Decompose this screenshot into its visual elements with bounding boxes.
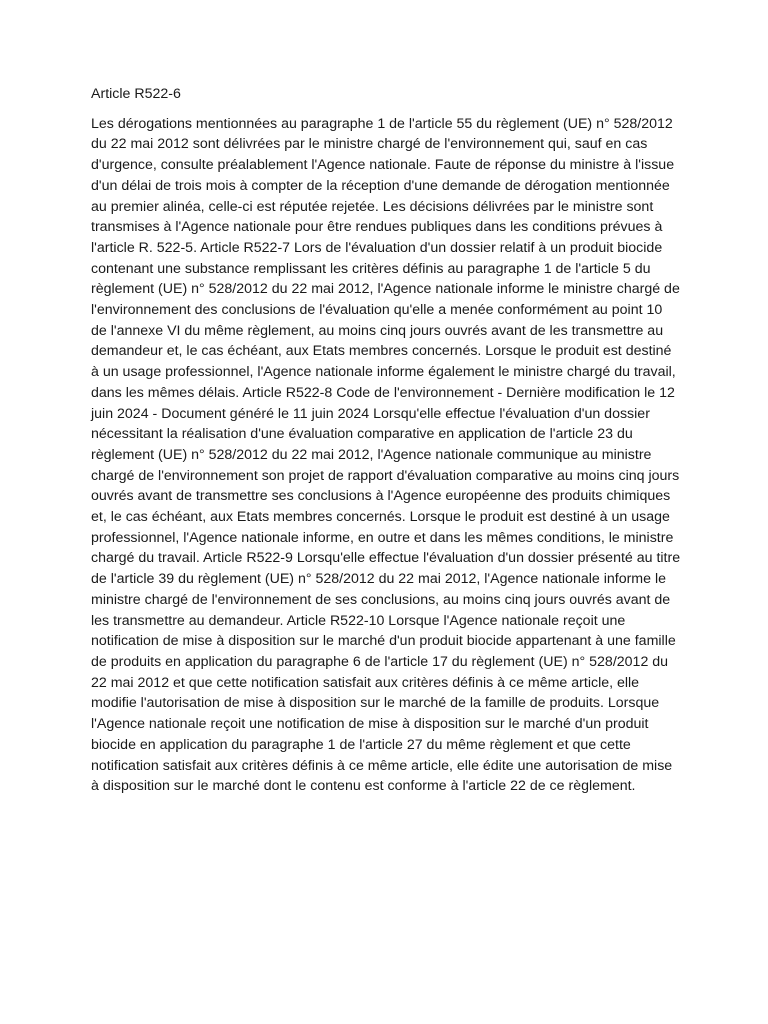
article-body: Les dérogations mentionnées au paragraphe 1 de l'article 55 du règlement (UE) n° 528/2012 du 22 mai 2012 sont délivrées par le ministre chargé de l'environnement qui, sauf en cas d'urgence, consulte préalablement l'Agence nationale. Faute de réponse du ministre à l'issue d'un délai de trois mois à compter de la réception d'une demande de dérogation mentionnée au premier alinéa, celle-ci est réputée rejetée. Les décisions délivrées par le ministre sont transmises à l'Agence nationale pour être rendues publiques dans les conditions prévues à l'article R. 522-5. Article R522-7 Lors de l'évaluation d'un dossier relatif à un produit biocide contenant une substance remplissant les critères définis au paragraphe 1 de l'article 5 du règlement (UE) n° 528/2012 du 22 mai 2012, l'Agence nationale informe le ministre chargé de l'environnement des conclusions de l'évaluation qu'elle a menée conformément au point 10 de l'annexe VI du même règlement, au moins cinq jours ouvrés avant de les transmettre au demandeur et, le cas échéant, aux Etats membres concernés. Lorsque le produit est destiné à un usage professionnel, l'Agence nationale informe également le ministre chargé du travail, dans les mêmes délais. Article R522-8 Code de l'environnement - Dernière modification le 12 juin 2024 - Document généré le 11 juin 2024 Lorsqu'elle effectue l'évaluation d'un dossier nécessitant la réalisation d'une évaluation comparative en application de l'article 23 du règlement (UE) n° 528/2012 du 22 mai 2012, l'Agence nationale communique au ministre chargé de l'environnement son projet de rapport d'évaluation comparative au moins cinq jours ouvrés avant de transmettre ses conclusions à l'Agence européenne des produits chimiques et, le cas échéant, aux Etats membres concernés. Lorsque le produit est destiné à un usage professionnel, l'Agence nationale informe, en outre et dans les mêmes conditions, le ministre chargé du travail. Article R522-9 Lorsqu'elle effectue l'évaluation d'un dossier présenté au titre de l'article 39 du règlement (UE) n° 528/2012 du 22 mai 2012, l'Agence nationale informe le ministre chargé de l'environnement de ses conclusions, au moins cinq jours ouvrés avant de les transmettre au demandeur. Article R522-10 Lorsque l'Agence nationale reçoit une notification de mise à disposition sur le marché d'un produit biocide appartenant à une famille de produits en application du paragraphe 6 de l'article 17 du règlement (UE) n° 528/2012 du 22 mai 2012 et que cette notification satisfait aux critères définis à ce même article, elle modifie l'autorisation de mise à disposition sur le marché de la famille de produits. Lorsque l'Agence nationale reçoit une notification de mise à disposition sur le marché d'un produit biocide en application du paragraphe 1 de l'article 27 du même règlement et que cette notification satisfait aux critères définis à ce même article, elle édite une autorisation de mise à disposition sur le marché dont le contenu est conforme à l'article 22 de ce règlement.	[91, 115, 681, 795]
document-content	[91, 84, 681, 797]
article-heading: Article R522-6	[91, 86, 181, 102]
